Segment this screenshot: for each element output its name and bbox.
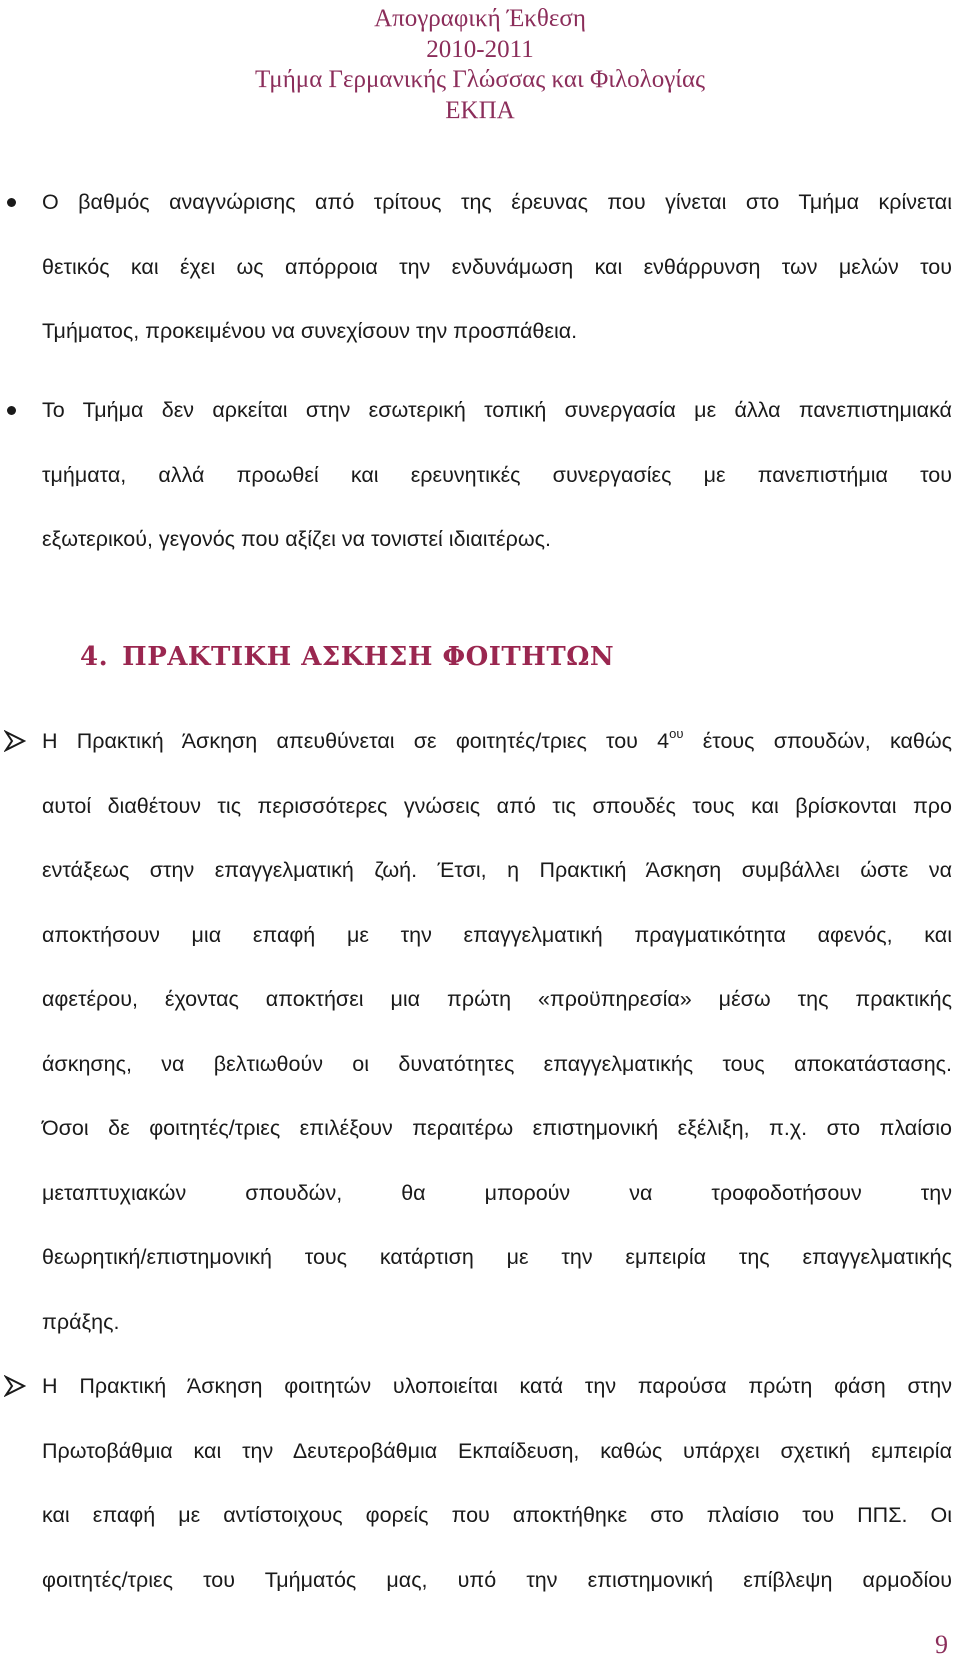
bullet-dot-icon [5,403,21,419]
bullet-dot-icon [5,195,21,211]
section-title: ΠΡΑΚΤΙΚΗ ΑΣΚΗΣΗ ΦΟΙΤΗΤΩΝ [122,642,615,672]
text-line: εξωτερικού, γεγονός που αξίζει να τονιστεί ιδιαιτέρως. [42,527,551,551]
header-year: 2010-2011 [426,35,534,63]
arrow-bullet-icon [4,1375,26,1397]
text-line [42,709,952,774]
page-number: 9 [935,1630,948,1659]
page-header [0,4,960,126]
text-line: θετικός και έχει ως απόρροια την ενδυνάμωση και ενθάρρυνση των μελών του [42,254,952,279]
arrow-bullet-icon [4,730,26,752]
superscript-ordinal: ου [669,726,684,741]
text-line: Πρωτοβάθμια και την Δευτεροβάθμια Εκπαίδευση, καθώς υπάρχει σχετική εμπειρία [42,1438,952,1463]
text-line: εντάξεως στην επαγγελματική ζωή. Έτσι, η Πρακτική Άσκηση συμβάλλει ώστε να [42,858,952,882]
text-line: αυτοί διαθέτουν τις περισσότερες γνώσεις από τις σπουδές τους και βρίσκονται προ [42,793,952,818]
text-line: θεωρητική/επιστημονική τους κατάρτιση με την εμπειρία της επαγγελματικής [42,1245,952,1269]
header-report-title: Απογραφική Έκθεση [374,5,586,32]
text-segment: έτους σπουδών, καθώς [683,729,952,753]
text-line: φοιτητές/τριες του Τμήματός μας, υπό την επιστημονική επίβλεψη αρμοδίου [42,1567,952,1592]
text-line: αφετέρου, έχοντας αποκτήσει μια πρώτη «προϋπηρεσία» μέσω της πρακτικής [42,987,952,1011]
section-number: 4. [80,642,109,672]
header-department: Τμήμα Γερμανικής Γλώσσας και Φιλολογίας [254,66,706,93]
text-line: Η Πρακτική Άσκηση φοιτητών υλοποιείται κατά την παρούσα πρώτη φάση στην [42,1374,952,1398]
bullet-paragraph-1 [42,170,952,364]
text-line: Όσοι δε φοιτητές/τριες επιλέξουν περαιτέρω επιστημονική εξέλιξη, π.χ. στο πλαίσιο [42,1116,952,1140]
header-university: ΕΚΠΑ [445,96,515,124]
text-line: αποκτήσουν μια επαφή με την επαγγελματική πραγματικότητα αφενός, και [42,922,952,947]
text-segment: Η Πρακτική Άσκηση απευθύνεται σε φοιτητές/τριες του 4 [42,729,670,753]
section-heading [80,642,614,672]
text-line: Ο βαθμός αναγνώρισης από τρίτους της έρευνας που γίνεται στο Τμήμα κρίνεται [42,190,952,214]
arrow-paragraph-1 [42,709,952,1354]
text-line: Το Τμήμα δεν αρκείται στην εσωτερική τοπική συνεργασία με άλλα πανεπιστημιακά [42,398,952,422]
text-line: άσκησης, να βελτιωθούν οι δυνατότητες επαγγελματικής τους αποκατάστασης. [42,1051,952,1076]
text-line: τμήματα, αλλά προωθεί και ερευνητικές συνεργασίες με πανεπιστήμια του [42,462,952,487]
text-line: πράξης. [42,1309,120,1334]
text-line: μεταπτυχιακών σπουδών, θα μπορούν να τροφοδοτήσουν την [42,1180,952,1205]
text-line: και επαφή με αντίστοιχους φορείς που αποκτήθηκε στο πλαίσιο του ΠΠΣ. Οι [42,1503,952,1527]
text-line: Τμήματος, προκειμένου να συνεχίσουν την προσπάθεια. [42,319,578,343]
arrow-paragraph-2 [42,1354,952,1612]
bullet-paragraph-2 [42,378,952,572]
